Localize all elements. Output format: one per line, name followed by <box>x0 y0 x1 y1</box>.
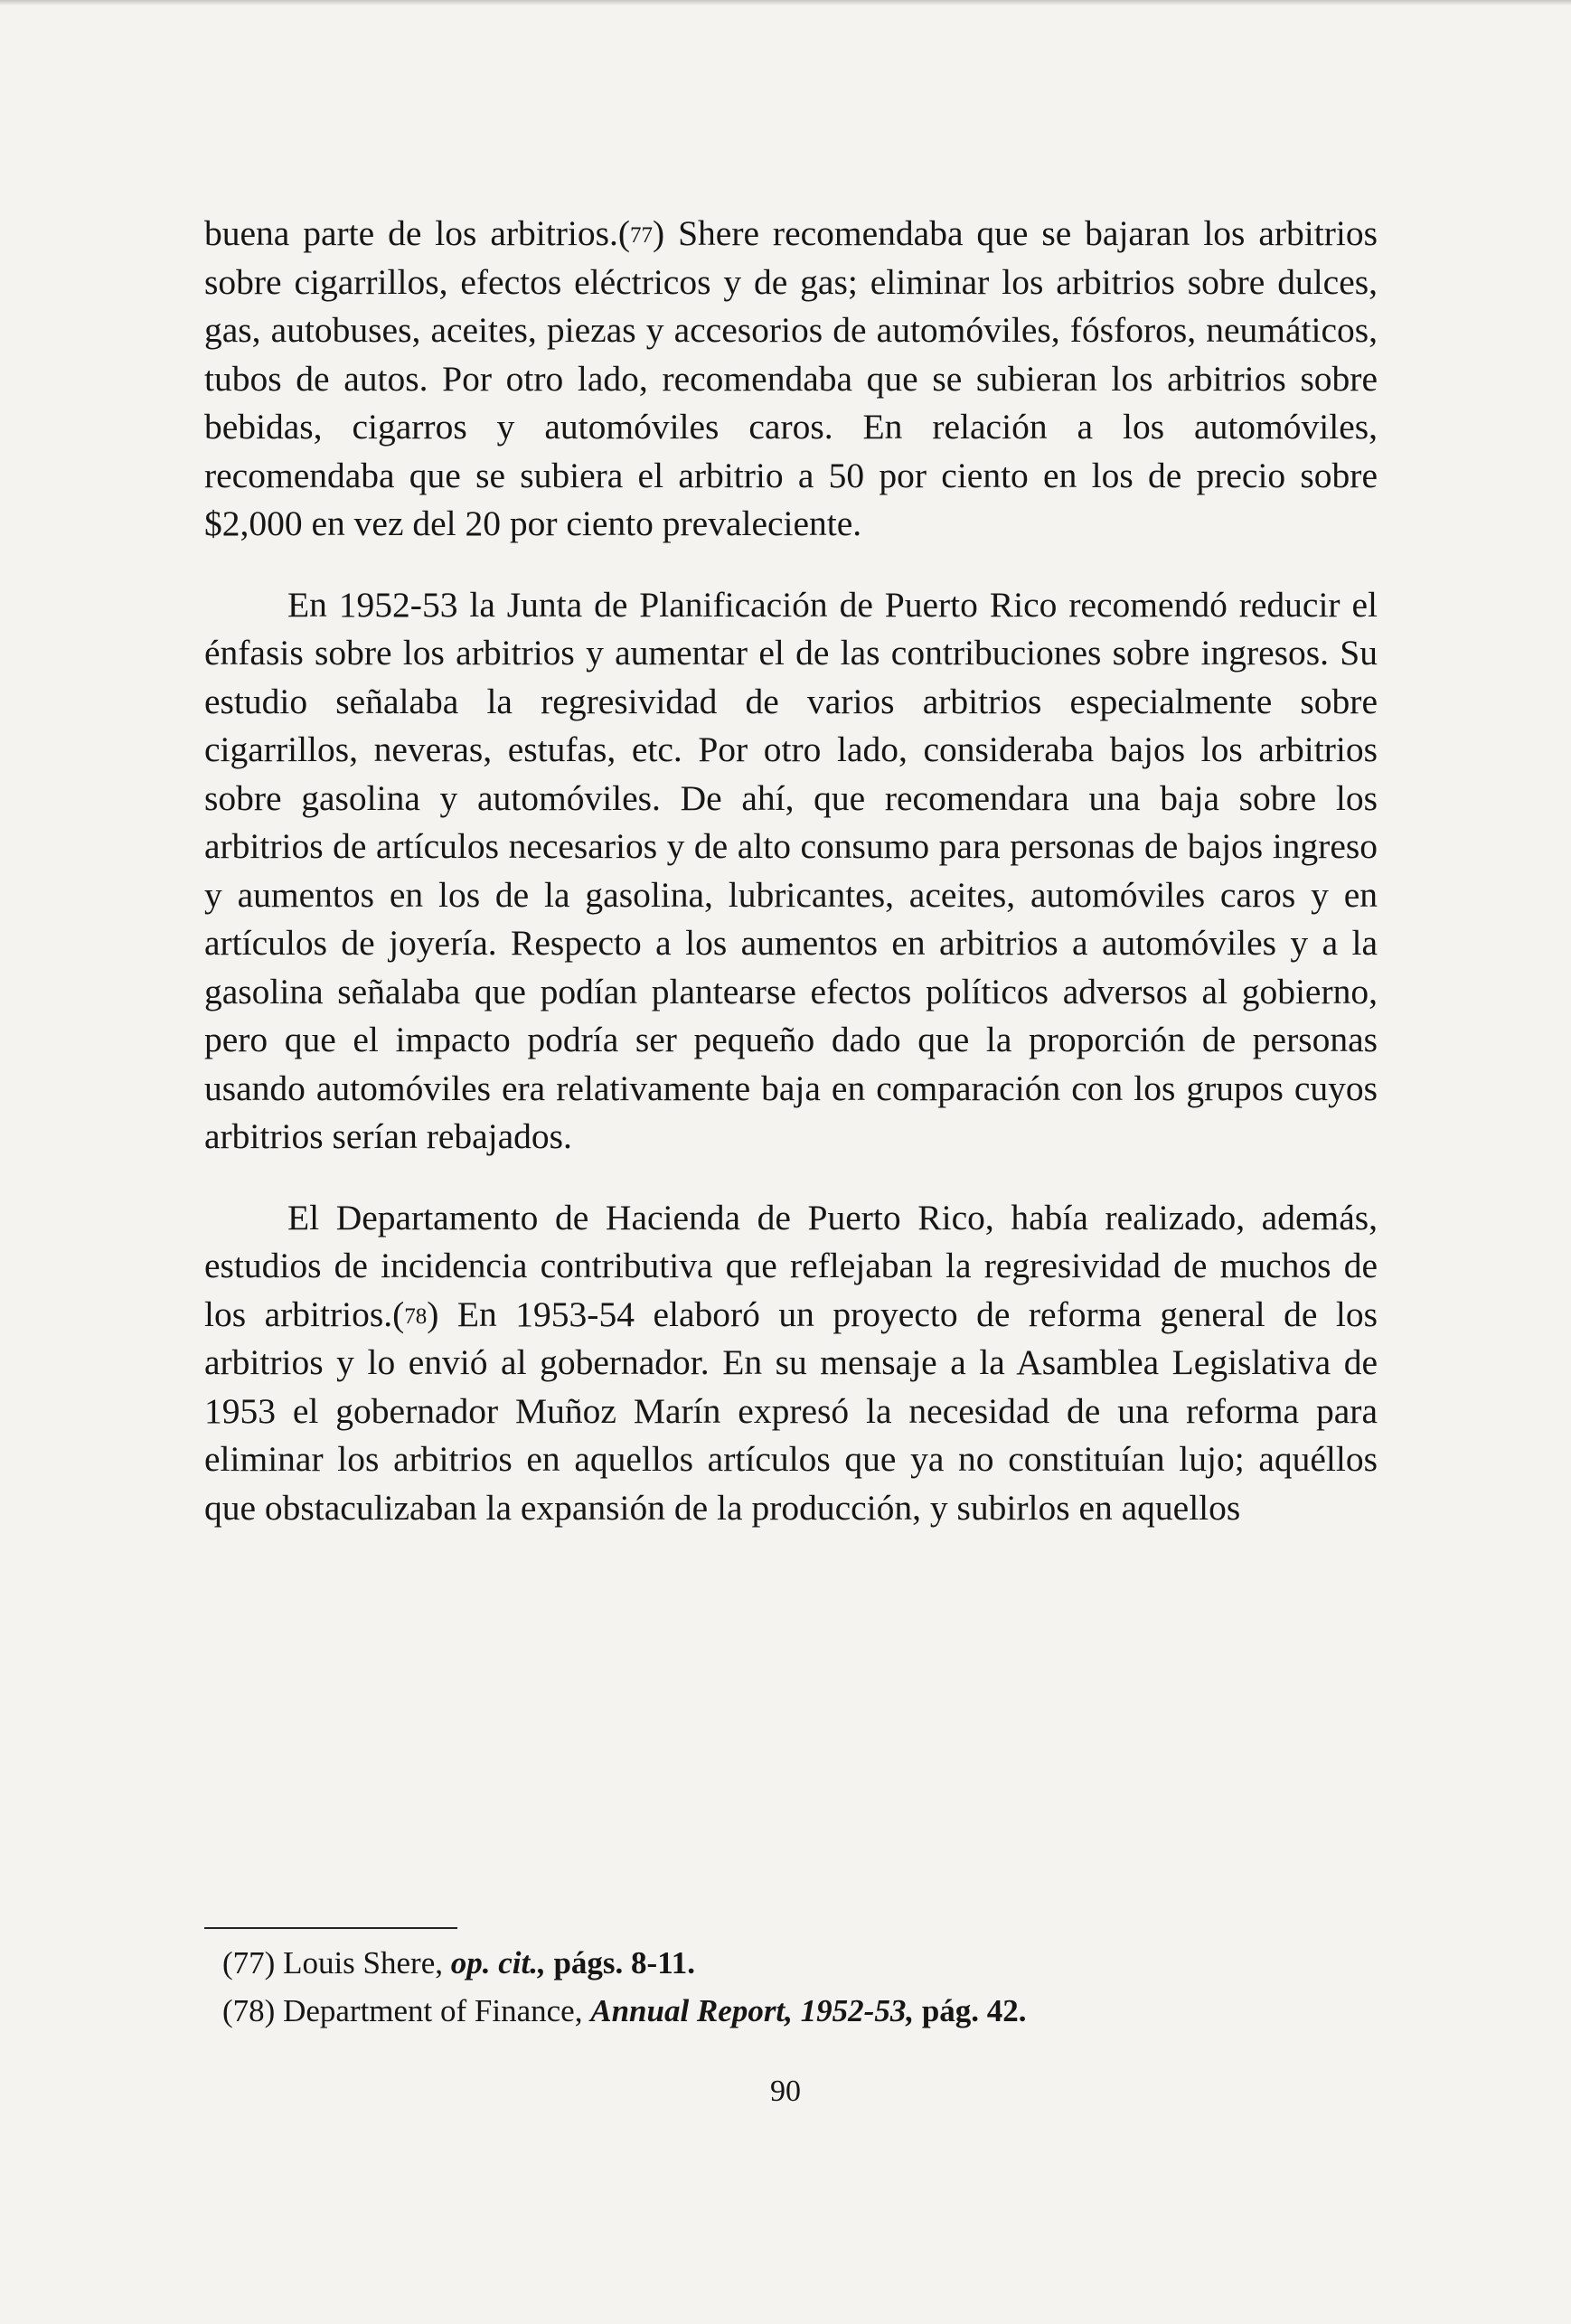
footnote-title: Annual Report, 1952-53, <box>590 1993 915 2028</box>
footnote-pages: pág. 42. <box>921 1993 1027 2028</box>
footnote-author: Department of Finance, <box>283 1993 583 2028</box>
paragraph-3: El Departamento de Hacienda de Puerto Rico, había realizado, además, estudios de incidencia contributiva que reflejaban la regresividad de muchos de los arbitrios.($^{78}$) En 1953-54 elaboró un proyecto de reforma general de los arbitrios y lo envió al gobernador. En su mensaje a la Asamblea Legislativa de 1953 el gobernador Muñoz Marín expresó la necesidad de una reforma para eliminar los arbitrios en aquellos artículos que ya no constituían lujo; aquéllos que obstaculizaban la expansión de la producción, y subirlos en aquellos <box>204 1197 1378 1528</box>
body-text <box>204 210 1378 1565</box>
paragraph-2: En 1952-53 la Junta de Planificación de Puerto Rico recomendó reducir el énfasis sobre los arbitrios y aumentar el de las contribuciones sobre ingresos. Su estudio señalaba la regresividad de varios arbitrios especialmente sobre cigarrillos, neveras, estufas, etc. Por otro lado, consideraba bajos los arbitrios sobre gasolina y automóviles. De ahí, que recomendara una baja sobre los arbitrios de artículos necesarios y de alto consumo para personas de bajos ingreso y aumentos en los de la gasolina, lubricantes, aceites, automóviles caros y en artículos de joyería. Respecto a los aumentos en arbitrios a automóviles y a la gasolina señalaba que podían plantearse efectos políticos adversos al gobierno, pero que el impacto podría ser pequeño dado que la proporción de personas usando automóviles era relativamente baja en comparación con los grupos cuyos arbitrios serían rebajados. <box>204 584 1378 1156</box>
footnote-divider <box>204 1927 457 1929</box>
footnote-author: Louis Shere, <box>283 1945 443 1981</box>
footnote-pages: págs. 8-11. <box>553 1945 696 1981</box>
footnotes <box>222 1939 1361 2035</box>
footnote-number: (78) <box>222 1993 276 2028</box>
footnote-title: op. cit., <box>450 1945 546 1981</box>
footnote-78 <box>222 1987 1361 2035</box>
footnote-77 <box>222 1939 1361 1987</box>
footnote-ref-78[interactable]: 78 <box>404 1303 428 1329</box>
footnote-number: (77) <box>222 1945 276 1981</box>
scan-top-edge <box>0 0 1571 5</box>
page-number: 90 <box>770 2075 801 2108</box>
footnote-ref-77[interactable]: 77 <box>630 223 653 248</box>
paragraph-1: buena parte de los arbitrios.($^{77}$) Shere recomendaba que se bajaran los arbitrios sobre cigarrillos, efectos eléctricos y de gas; eliminar los arbitrios sobre dulces, gas, autobuses, aceites, piezas y accesorios de automóviles, fósforos, neumáticos, tubos de autos. Por otro lado, recomendaba que se subieran los arbitrios sobre bebidas, cigarros y automóviles caros. En relación a los automóviles, recomendaba que se subiera el arbitrio a 50 por ciento en los de precio sobre $2,000 en vez del 20 por ciento prevaleciente. <box>204 213 1378 543</box>
